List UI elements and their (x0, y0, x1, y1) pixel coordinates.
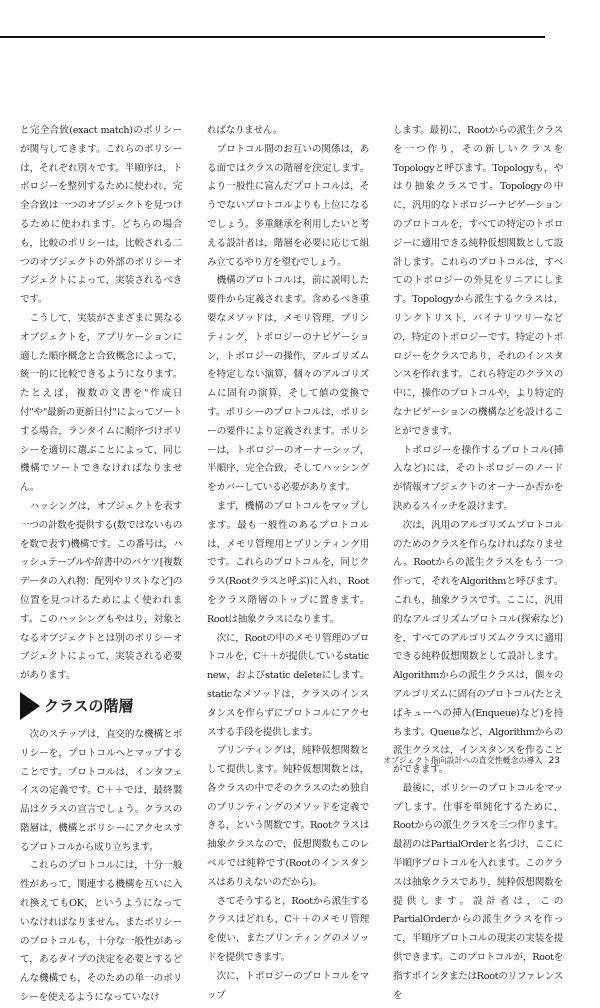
paragraph: まず，機構のプロトコルをマップします。最も一般性のあるプロトコルは，メモリ管理用とプリンティング用です。これらのプロトコルを，同じクラス(Rootクラスと呼ぶ)に入れ，Rootをクラス階層のトップに置きます。Rootは抽象クラスになります。 (207, 500, 369, 625)
paragraph: 機構のプロトコルは，前に説明した要件から定義されます。含めるべき重要なメソッドは，メモリ管理，プリンティング，トポロジーのナビゲーション，トポロジーの操作，アルゴリズムを特定しない演算，個々のアルゴリズムに固有の演算，そして値の変換です。ポリシーのプロトコルは，ポリシーの要件により定義されます。ポリシーは，トポロジーのオーナーシップ，半順序，完全合致，そしてハッシングをカバーしている必要があります。 (207, 275, 369, 494)
paragraph: さてそうすると，Rootから派生するクラスはどれも，C＋＋のメモリ管理を使い，またプリンティングのメソッドを提供できます。 (207, 895, 369, 964)
arrow-icon (20, 692, 40, 720)
page-number: 23 (548, 756, 560, 766)
paragraph: 次は，汎用のアルゴリズムプロトコルのためのクラスを作らなければなりません。Rootからの派生クラスをもう一つ作って，それをAlgorithmと呼びます。これも，抽象クラスです。ここに，汎用的なアルゴリズムプロトコル(探索など)を，すべてのアルゴリズムクラスに適用できる純粋仮想関数として設計します。Algorithmからの派生クラスは，個々のアルゴリズムに固有のプロトコル(たとえばキューへの挿入(Enqueue)など)を持ちます。Queueなど，Algorithmからの派生クラスは，インスタンスを作ることができます。 (393, 519, 563, 776)
section-heading-text: クラスの階層 (44, 696, 134, 715)
page-footer (360, 755, 560, 766)
paragraph: と完全合致(exact match)のポリシーが関与してきます。これらのポリシーは，それぞれ別々です。半順序は，トポロジーを整列するために使われ，完全合致は一つのオブジェクトを見つけるために使われます。どちらの場合も，比較のポリシーは，比較される二つのオブジェクトの外部のポリシーオブジェクトによって，実装されるべきです。 (20, 125, 182, 306)
paragraph: 最後に，ポリシーのプロトコルをマップします。仕事を単純化するために，Rootからの派生クラスを三つ作ります。最初のはPartialOrderと名づけ，ここに半順序プロトコルを入れます。このクラスは抽象クラスであり，純粋仮想関数を提供します。設計者は，このPartialOrderからの派生クラスを作って，半順序プロトコルの現実の実装を提供できます。このプロトコルが，Rootを指すポインタまたはRootのリファレンスを (393, 782, 563, 1001)
running-title: オブジェクト指向設計への直交性概念の導入 (383, 756, 543, 765)
paragraph: プリンティングは，純粋仮想関数として提供します。純粋仮想関数とは，各クラスの中でそのクラスのため独自のプリンティングのメソッドを定義できる，という関数です。Rootクラスは抽象クラスなので，仮想関数もこのレベルでは純粋です(Rootのインスタンスはありえないのだから)。 (207, 745, 369, 888)
paragraph: トポロジーを操作するプロトコル(挿入など)には，そのトポロジーのノードが情報オブジェクトのオーナーか否かを決めるスイッチを設けます。 (393, 444, 563, 512)
paragraph: 次のステップは，直交的な機構とポリシーを，プロトコルへとマップすることです。プロトコルは，インタフェイスの定義です。C＋＋では，最終製品はクラスの宣言でしょう。クラスの階層は，機構とポリシーにアクセスするプロトコルから成り立ちます。 (20, 728, 182, 853)
section-heading (20, 692, 182, 720)
text-column-1 (20, 122, 182, 1004)
paragraph: 次に，Rootの中のメモリ管理のプロトコルを，C＋＋が提供しているstatic new，およびstatic deleteにします。staticなメソッドは，クラスのインスタンスを作らずにプロトコルにアクセスする手段を提供します。 (207, 632, 369, 738)
paragraph: これらのプロトコルには，十分一般性があって，関連する機構を互いに入れ換えてもOK，というようになっていなければなりません。またポリシーのプロトコルも，十分な一般性があって，あるタイプの決定を必要とするどんな機構でも，そのための単一のポリシーを使えるようになっていなけ (20, 860, 182, 1004)
top-rule (0, 36, 545, 38)
paragraph: こうして，実装がさまざまに異なるオブジェクトを，アプリケーションに適した順序概念と合致概念によって，統一的に比較できるようになります。たとえば，複数の文書を"作成日付"や"最新の更新日付"によってソートする場合，ランタイムに順序づけポリシーを適切に選ぶことによって，同じ機構でソートできなければなりません。 (20, 312, 182, 494)
text-column-2 (207, 122, 369, 1001)
paragraph: ハッシングは，オブジェクトを表す一つの計数を提供する(数ではないものを数で表す)機構です。この番号は，ハッシュテーブルや辞書中のバケツ[複数データの入れ物：配列やリストなど]の位置を見つけるためによく使われます。このハッシングもやはり，対象となるオブジェクトとは別のポリシーオブジェクトによって，実装される必要があります。 (20, 500, 182, 682)
paragraph: プロトコル間のお互いの関係は，ある面ではクラスの階層を決定します。より一般性に富んだプロトコルは，そうでないプロトコルよりも上位になるでしょう。多重継承を利用したいと考える設計者は，階層を必要に応じて組み立てるやり方を望むでしょう。 (207, 143, 369, 268)
paragraph: 次に，トポロジーのプロトコルをマップ (207, 970, 369, 1001)
paragraph: ればなりません。 (207, 125, 282, 136)
paragraph: します。最初に，Rootからの派生クラスを一つ作り，その新しいクラスをTopologyと呼びます。Topologyも，やはり抽象クラスです。Topologyの中に，汎用的なトポロジーナビゲーションのプロトコルを，すべての特定のトポロジーに適用できる純粋仮想関数として設計します。これらのプロトコルは，すべてのトポロジーの外見をリニアにします。Topologyから派生するクラスは，リンクトリスト，バイナリツリーなどの，特定のトポロジーです。特定のトポロジーをクラスであり，それのインスタンスを作れます。これら特定のクラスの中に，操作のプロトコルや，より特定的なナビゲーションの機構などを設けることができます。 (393, 125, 563, 437)
